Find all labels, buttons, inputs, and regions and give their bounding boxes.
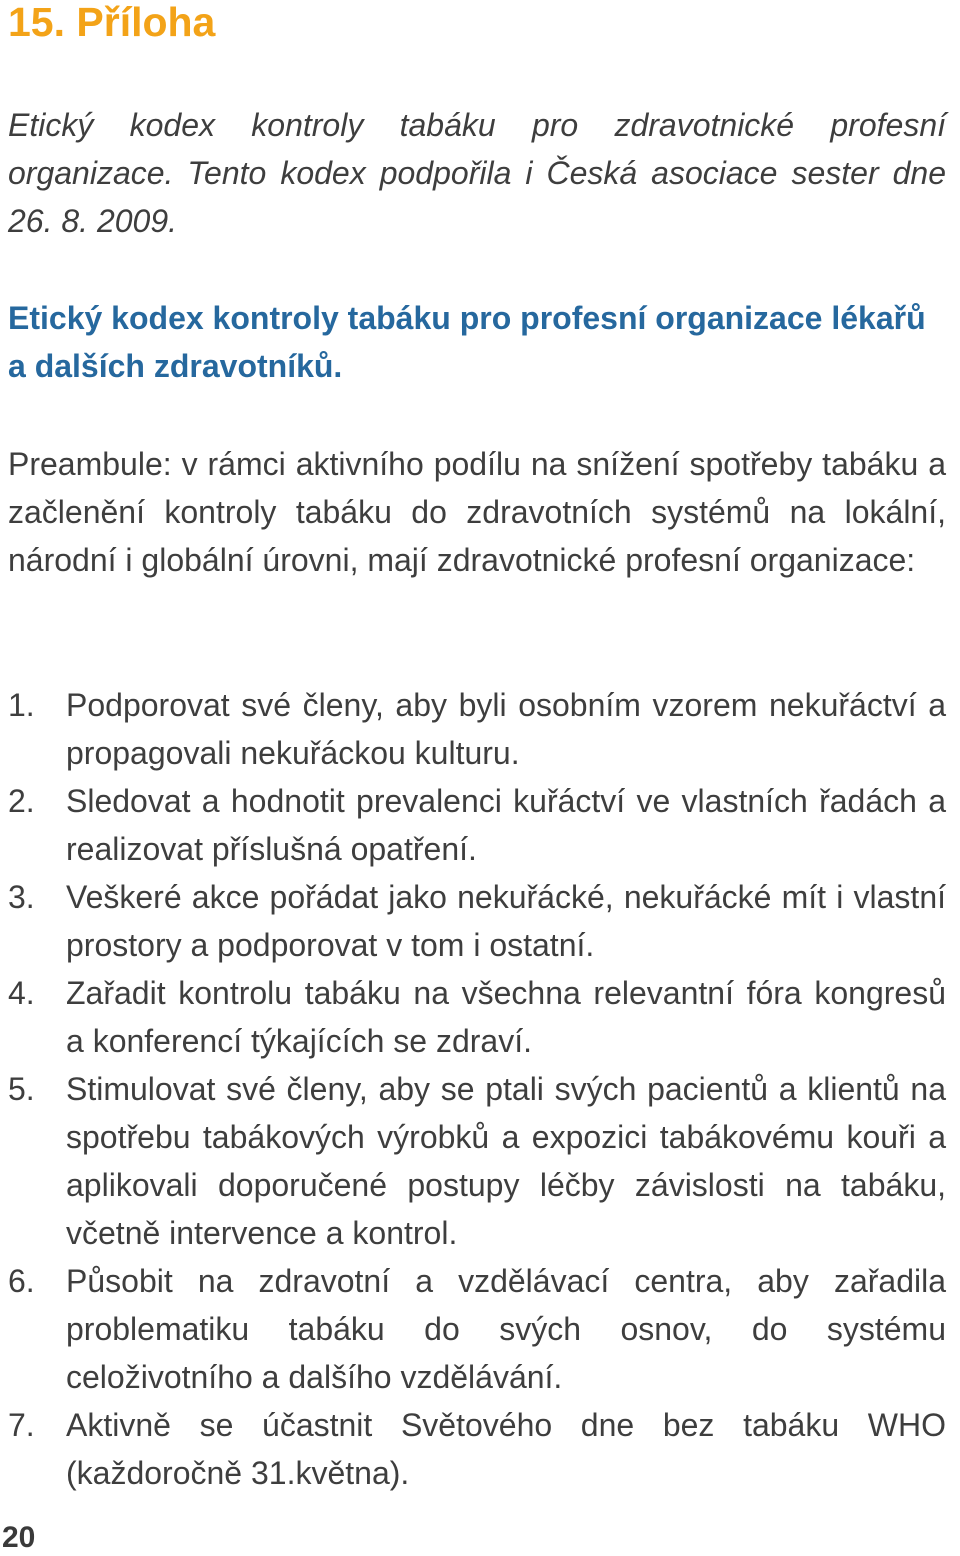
item-text: Veškeré akce pořádat jako nekuřácké, nekuřácké mít i vlastní prostory a podporovat v tom i ostatní. (66, 879, 946, 963)
item-text: Aktivně se účastnit Světového dne bez tabáku WHO (každoročně 31.května). (66, 1407, 946, 1491)
item-number: 1. (8, 687, 35, 723)
item-number: 4. (8, 975, 35, 1011)
item-text: Sledovat a hodnotit prevalenci kuřáctví ve vlastních řadách a realizovat příslušná opatření. (66, 783, 946, 867)
intro-paragraph: Etický kodex kontroly tabáku pro zdravotnické profesní organizace. Tento kodex podpořila i Česká asociace sester dne 26. 8. 2009. (8, 107, 946, 239)
preamble-paragraph: Preambule: v rámci aktivního podílu na snížení spotřeby tabáku a začlenění kontroly tabáku do zdravotních systémů na lokální, národní i globální úrovni, mají zdravotnické profesní organizace: (8, 446, 946, 578)
commitments-list (8, 681, 946, 1497)
code-heading: Etický kodex kontroly tabáku pro profesní organizace lékařů a dalších zdravotníků. (8, 300, 926, 384)
list-item (8, 873, 946, 969)
item-text: Zařadit kontrolu tabáku na všechna relevantní fóra kongresů a konferencí týkajících se zdraví. (66, 975, 946, 1059)
item-number: 3. (8, 879, 35, 915)
item-text: Podporovat své členy, aby byli osobním vzorem nekuřáctví a propagovali nekuřáckou kulturu. (66, 687, 946, 771)
item-text: Působit na zdravotní a vzdělávací centra, aby zařadila problematiku tabáku do svých osnov, do systému celoživotního a dalšího vzdělávání. (66, 1263, 946, 1395)
list-item (8, 1257, 946, 1401)
section-title: 15. Příloha (8, 0, 216, 45)
list-item (8, 1401, 946, 1497)
page-number: 20 (2, 1521, 36, 1554)
item-text: Stimulovat své členy, aby se ptali svých pacientů a klientů na spotřebu tabákových výrobků a expozici tabákovému kouři a aplikovali doporučené postupy léčby závislosti na tabáku, včetně intervence a kontrol. (66, 1071, 946, 1251)
item-number: 5. (8, 1071, 35, 1107)
item-number: 7. (8, 1407, 35, 1443)
item-number: 2. (8, 783, 35, 819)
list-item (8, 681, 946, 777)
list-item (8, 777, 946, 873)
list-item (8, 1065, 946, 1257)
item-number: 6. (8, 1263, 35, 1299)
list-item (8, 969, 946, 1065)
